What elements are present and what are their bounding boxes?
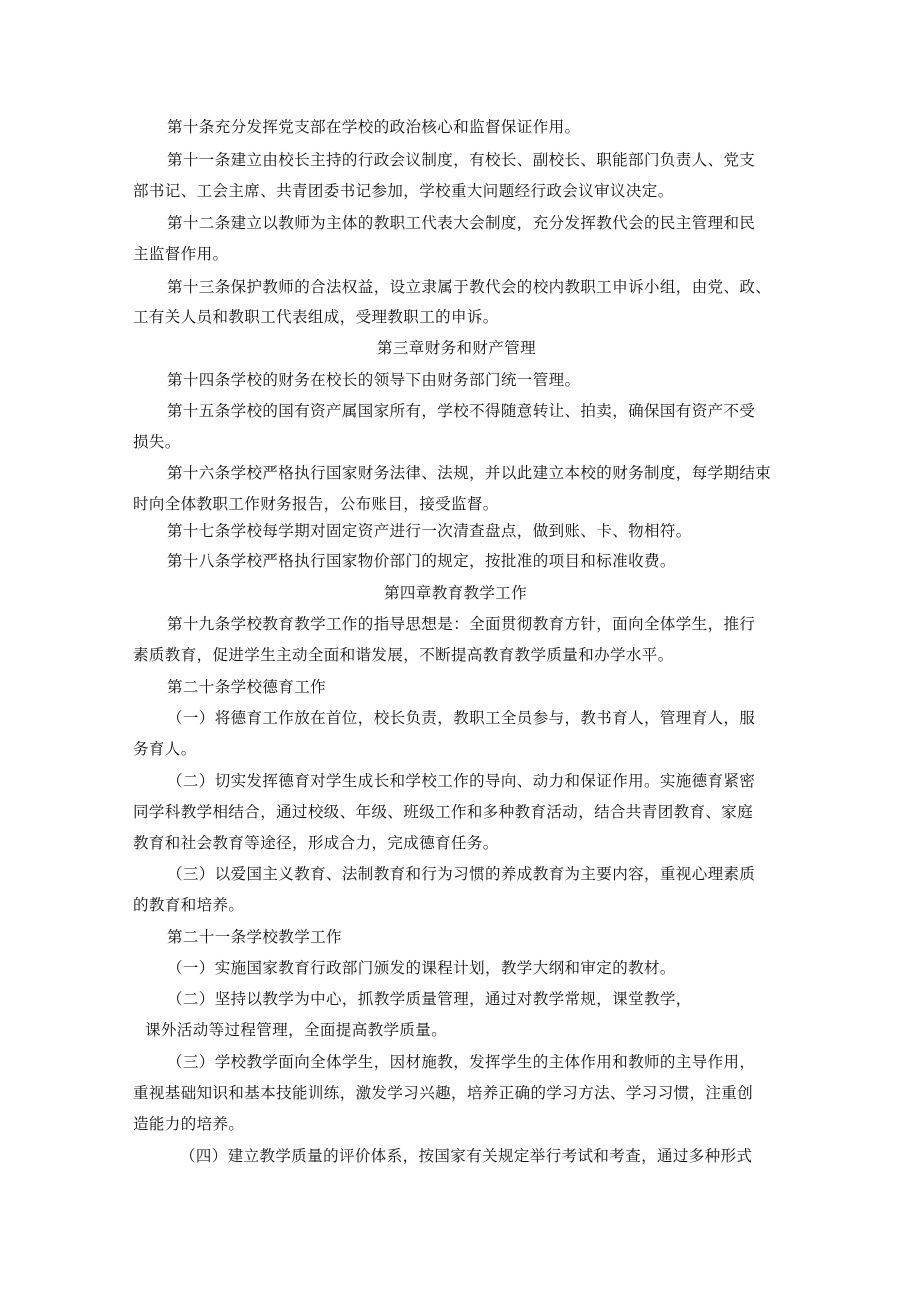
- article-21-item-2-line-1: （二）坚持以教学为中心，抓教学质量管理，通过对教学常规，课堂教学，: [167, 990, 692, 1008]
- article-20-item-2-line-1: （二）切实发挥德育对学生成长和学校工作的导向、动力和保证作用。实施德育紧密: [167, 772, 756, 790]
- article-21-item-2-line-2: 课外活动等过程管理，全面提高教学质量。: [145, 1021, 448, 1039]
- article-16-line-1: 第十六条学校严格执行国家财务法律、法规，并以此建立本校的财务制度，每学期结束: [167, 464, 772, 482]
- article-21-item-3-line-3: 造能力的培养。: [133, 1115, 245, 1133]
- article-14: 第十四条学校的财务在校长的领导下由财务部门统一管理。: [167, 371, 581, 389]
- article-20-item-2-line-2: 同学科教学相结合，通过校级、年级、班级工作和多种教育活动，结合共青团教育、家庭: [133, 803, 754, 821]
- article-15-line-1: 第十五条学校的国有资产属国家所有，学校不得随意转让、拍卖，确保国有资产不受: [167, 402, 756, 420]
- article-15-line-2: 损失。: [133, 433, 181, 451]
- article-19-line-1: 第十九条学校教育教学工作的指导思想是：全面贯彻教育方针，面向全体学生，推行: [167, 615, 756, 633]
- chapter-3-heading: 第三章财务和财产管理: [377, 339, 537, 357]
- article-20-item-2-line-3: 教育和社会教育等途径，形成合力，完成德育任务。: [133, 834, 499, 852]
- article-13-line-2: 工有关人员和教职工代表组成，受理教职工的申诉。: [133, 308, 499, 326]
- article-13-line-1: 第十三条保护教师的合法权益，设立隶属于教代会的校内教职工申诉小组，由党、政、: [167, 278, 772, 296]
- article-16-line-2: 时向全体教职工作财务报告，公布账目，接受监督。: [133, 495, 499, 513]
- article-12-line-2: 主监督作用。: [133, 245, 229, 263]
- article-20-item-3-line-1: （三）以爱国主义教育、法制教育和行为习惯的养成教育为主要内容，重视心理素质: [167, 865, 756, 883]
- article-19-line-2: 素质教育，促进学生主动全面和谐发展，不断提高教育教学质量和办学水平。: [133, 646, 674, 664]
- article-11-line-1: 第十一条建立由校长主持的行政会议制度，有校长、副校长、职能部门负责人、党支: [167, 151, 756, 169]
- article-21-item-3-line-2: 重视基础知识和基本技能训练，激发学习兴趣，培养正确的学习方法、学习习惯，注重创: [133, 1084, 754, 1102]
- article-20-heading: 第二十条学校德育工作: [167, 678, 327, 696]
- article-21-item-4-line-1: （四）建立教学质量的评价体系，按国家有关规定举行考试和考查，通过多种形式: [180, 1147, 753, 1165]
- article-21-item-3-line-1: （三）学校教学面向全体学生，因材施教，发挥学生的主体作用和教师的主导作用，: [167, 1053, 756, 1071]
- article-20-item-3-line-2: 的教育和培养。: [133, 896, 245, 914]
- article-20-item-1-line-2: 务育人。: [133, 740, 197, 758]
- article-18: 第十八条学校严格执行国家物价部门的规定，按批准的项目和标准收费。: [167, 552, 676, 570]
- chapter-4-heading: 第四章教育教学工作: [384, 584, 528, 602]
- article-10: 第十条充分发挥党支部在学校的政治核心和监督保证作用。: [167, 118, 581, 136]
- article-21-item-1: （一）实施国家教育行政部门颁发的课程计划，教学大纲和审定的教材。: [167, 959, 676, 977]
- article-20-item-1-line-1: （一）将德育工作放在首位，校长负责，教职工全员参与，教书育人，管理育人，服: [167, 709, 756, 727]
- article-12-line-1: 第十二条建立以教师为主体的教职工代表大会制度，充分发挥教代会的民主管理和民: [167, 214, 756, 232]
- article-21-heading: 第二十一条学校教学工作: [167, 928, 342, 946]
- article-17: 第十七条学校每学期对固定资产进行一次清查盘点，做到账、卡、物相符。: [167, 522, 692, 540]
- article-11-line-2: 部书记、工会主席、共青团委书记参加，学校重大问题经行政会议审议决定。: [133, 182, 674, 200]
